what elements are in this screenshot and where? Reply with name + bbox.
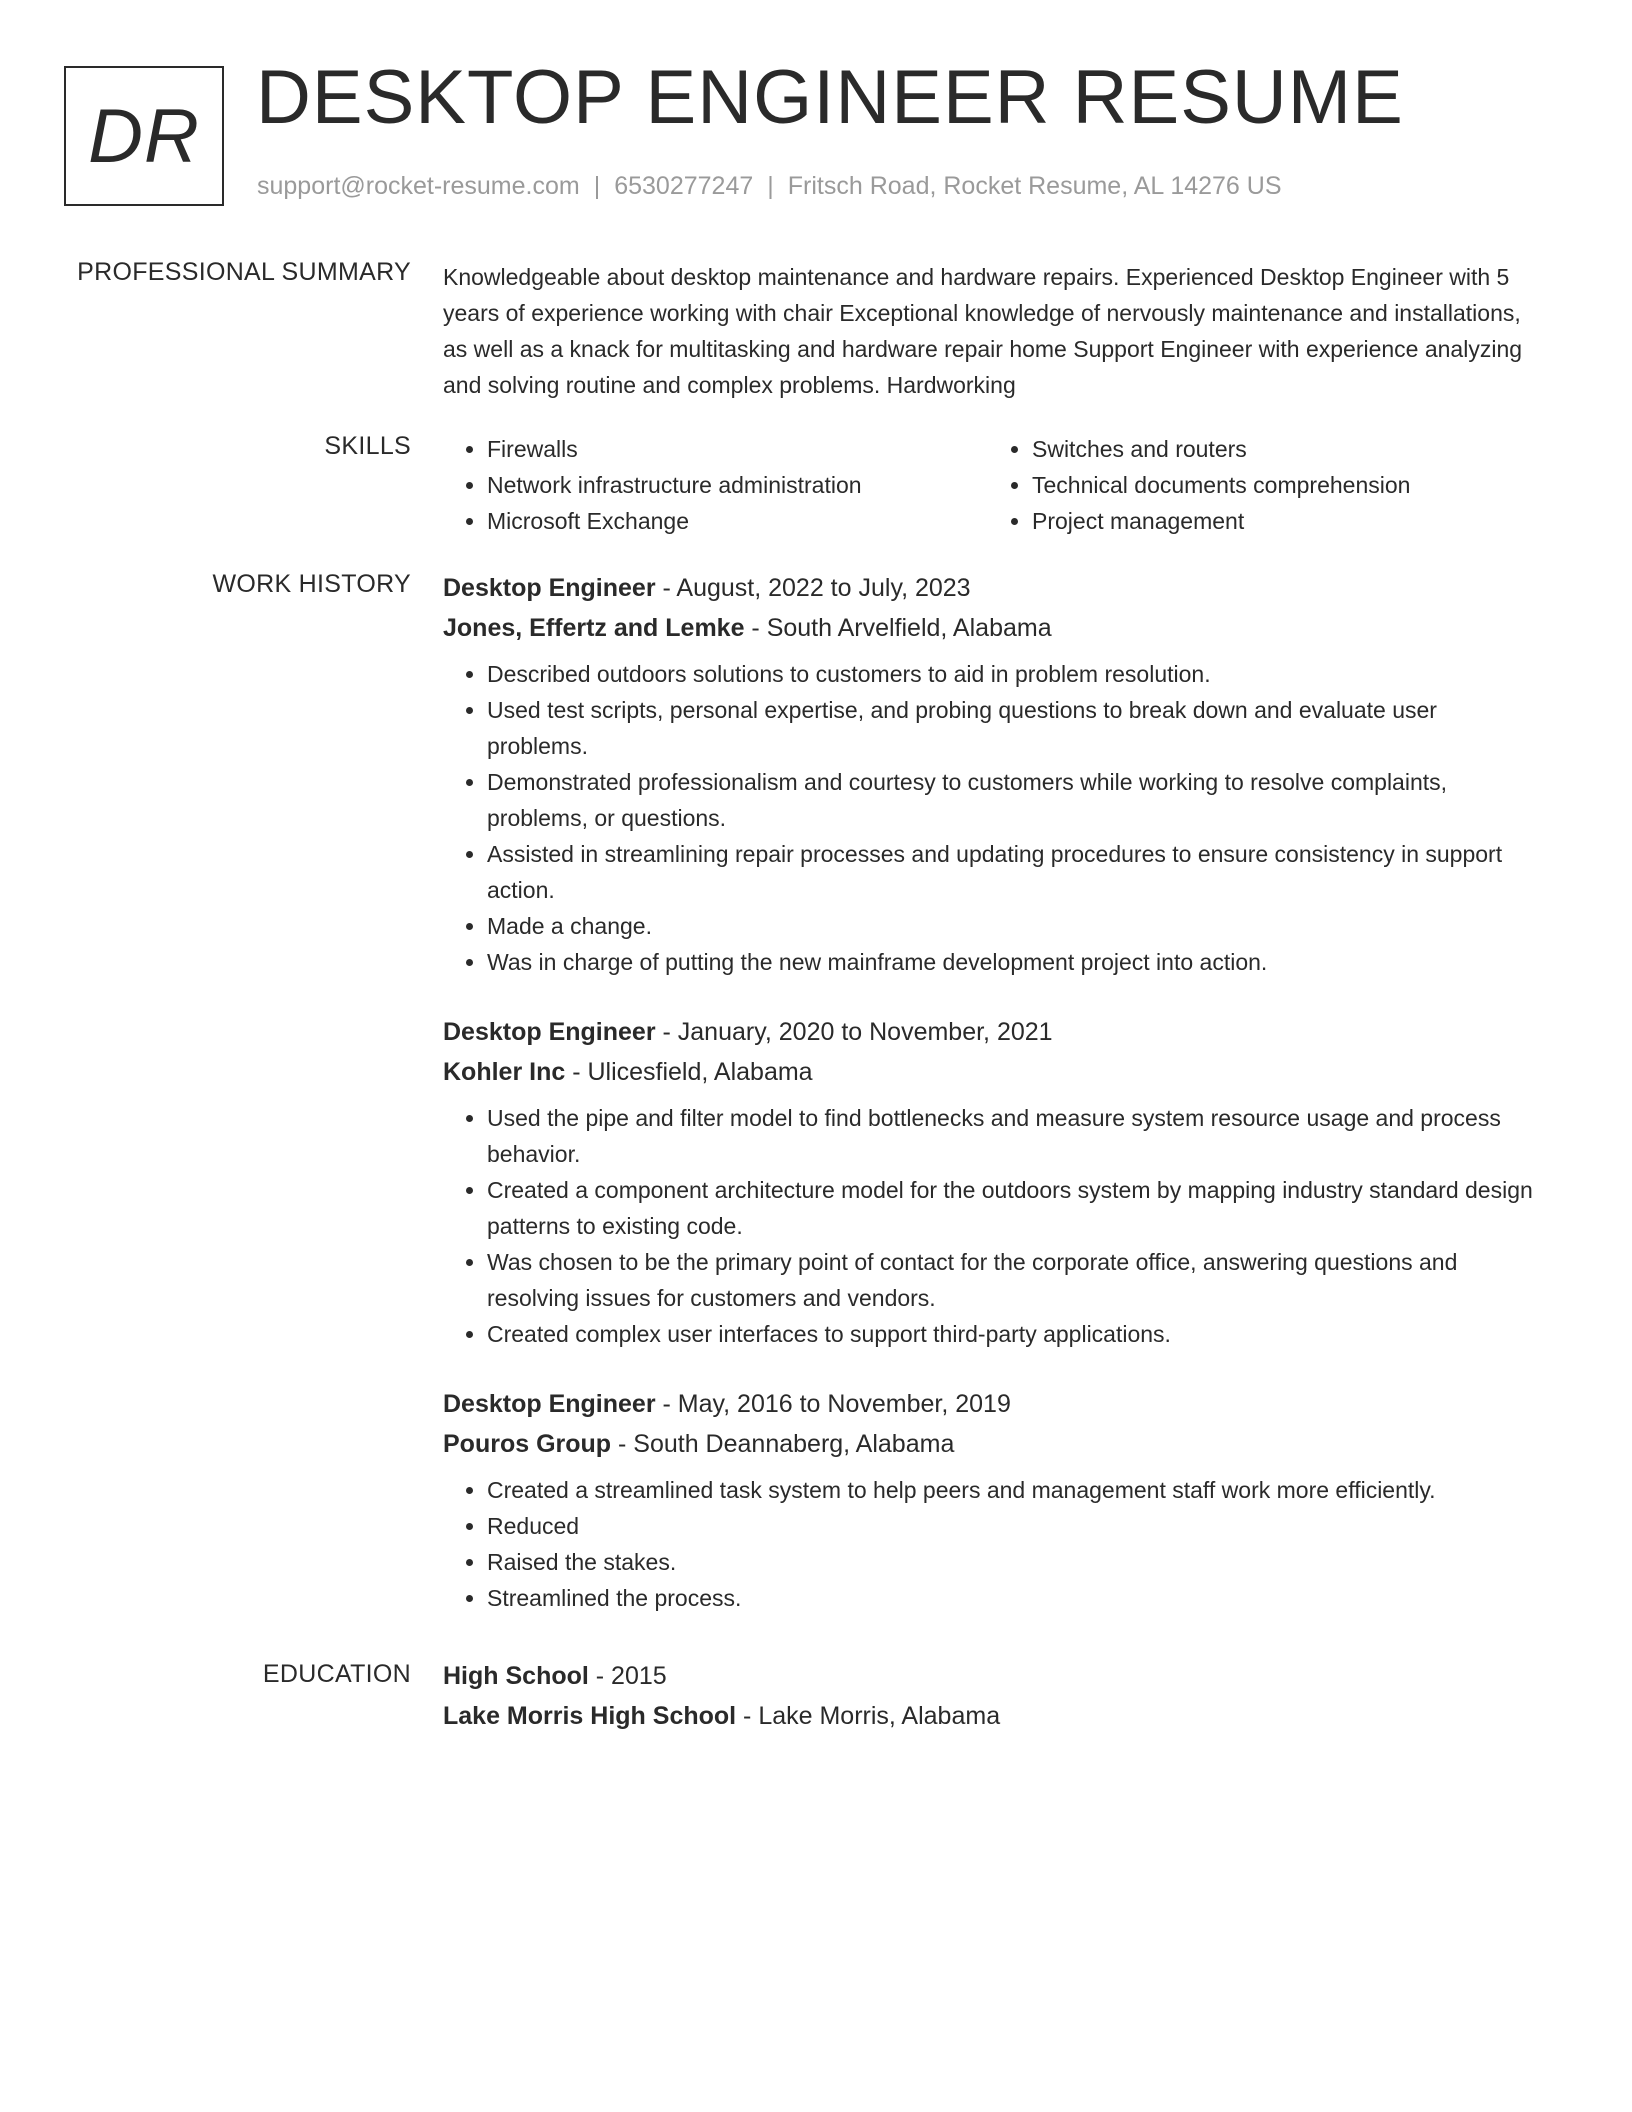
job-title-line [443,568,1543,608]
job-company-line [443,1052,1543,1092]
job-bullet: • Reduced [487,1508,1543,1544]
job-dates: - May, 2016 to November, 2019 [655,1390,1011,1418]
education-school-line [443,1696,1543,1736]
summary-text: Knowledgeable about desktop maintenance and hardware repairs. Experienced Desktop Engineer with 5 years of experience working with chair Exceptional knowledge of nervously maintenance and installations, as well as a knack for multitasking and hardware repair home Support Engineer with experience analyzing and solving routine and complex problems. Hardworking [443,264,1523,398]
education-school: Lake Morris High School [443,1702,737,1730]
job-title: Desktop Engineer [443,574,656,602]
job-company-line [443,1424,1543,1464]
job-company: Kohler Inc [443,1058,566,1086]
skills-column-left [443,431,988,539]
job-bullet: • Demonstrated professionalism and courtesy to customers while working to resolve complaints, problems, or questions. [487,764,1543,836]
job-title-line [443,1012,1543,1052]
job-title: Desktop Engineer [443,1018,656,1046]
job-bullet: • Was chosen to be the primary point of contact for the corporate office, answering questions and resolving issues for customers and vendors. [487,1244,1543,1316]
contact-address: Fritsch Road, Rocket Resume, AL 14276 US [787,172,1282,200]
education-location: - Lake Morris, Alabama [736,1702,1001,1730]
job-bullet: • Used the pipe and filter model to find bottlenecks and measure system resource usage and process behavior. [487,1100,1543,1172]
skills-column-right [988,431,1533,539]
job-dates: - August, 2022 to July, 2023 [655,574,971,602]
job-bullet: • Raised the stakes. [487,1544,1543,1580]
skill-item: • Switches and routers [1032,431,1533,467]
job-bullets [443,1100,1543,1352]
contact-separator: | [593,172,601,200]
job-dates: - January, 2020 to November, 2021 [655,1018,1053,1046]
job-bullet: • Streamlined the process. [487,1580,1543,1616]
job-entry [443,568,1543,980]
education-degree: High School [443,1662,589,1690]
contact-separator: | [767,172,774,200]
section-label-work-history: WORK HISTORY [212,570,411,598]
job-company-line [443,608,1543,648]
education-year: - 2015 [588,1662,667,1690]
job-entry [443,1012,1543,1352]
resume-title: DESKTOP ENGINEER RESUME [256,55,1404,140]
section-label-skills: SKILLS [324,432,411,460]
contact-line [257,172,1282,201]
job-bullet: • Created complex user interfaces to support third-party applications. [487,1316,1543,1352]
job-title: Desktop Engineer [443,1390,656,1418]
skill-item: • Network infrastructure administration [487,467,988,503]
skill-item: • Microsoft Exchange [487,503,988,539]
skills-grid [443,431,1543,539]
job-bullets [443,1472,1543,1616]
monogram: DR [64,66,224,206]
job-bullet: • Used test scripts, personal expertise, and probing questions to break down and evaluate user problems. [487,692,1543,764]
skill-item: • Technical documents comprehension [1032,467,1533,503]
contact-phone: 6530277247 [614,172,754,200]
job-bullet: • Made a change. [487,908,1543,944]
education-degree-line [443,1656,1543,1696]
summary-body [443,259,1543,403]
job-bullet: • Assisted in streamlining repair processes and updating procedures to ensure consistency in support action. [487,836,1543,908]
job-bullet: • Created a component architecture model for the outdoors system by mapping industry standard design patterns to existing code. [487,1172,1543,1244]
job-company: Pouros Group [443,1430,612,1458]
contact-email: support@rocket-resume.com [257,172,580,200]
job-bullet: • Created a streamlined task system to help peers and management staff work more efficiently. [487,1472,1543,1508]
job-bullets [443,656,1543,980]
job-company: Jones, Effertz and Lemke [443,614,745,642]
job-bullet: • Was in charge of putting the new mainframe development project into action. [487,944,1543,980]
skills-body [443,431,1543,539]
work-history-body [443,568,1543,1648]
section-label-education: EDUCATION [262,1660,411,1688]
job-location: - South Arvelfield, Alabama [744,614,1052,642]
section-label-summary: PROFESSIONAL SUMMARY [77,258,411,286]
education-body [443,1656,1543,1736]
skill-item: • Firewalls [487,431,988,467]
job-title-line [443,1384,1543,1424]
job-location: - Ulicesfield, Alabama [565,1058,813,1086]
job-bullet: • Described outdoors solutions to customers to aid in problem resolution. [487,656,1543,692]
job-entry [443,1384,1543,1616]
job-location: - South Deannaberg, Alabama [611,1430,955,1458]
skill-item: • Project management [1032,503,1533,539]
